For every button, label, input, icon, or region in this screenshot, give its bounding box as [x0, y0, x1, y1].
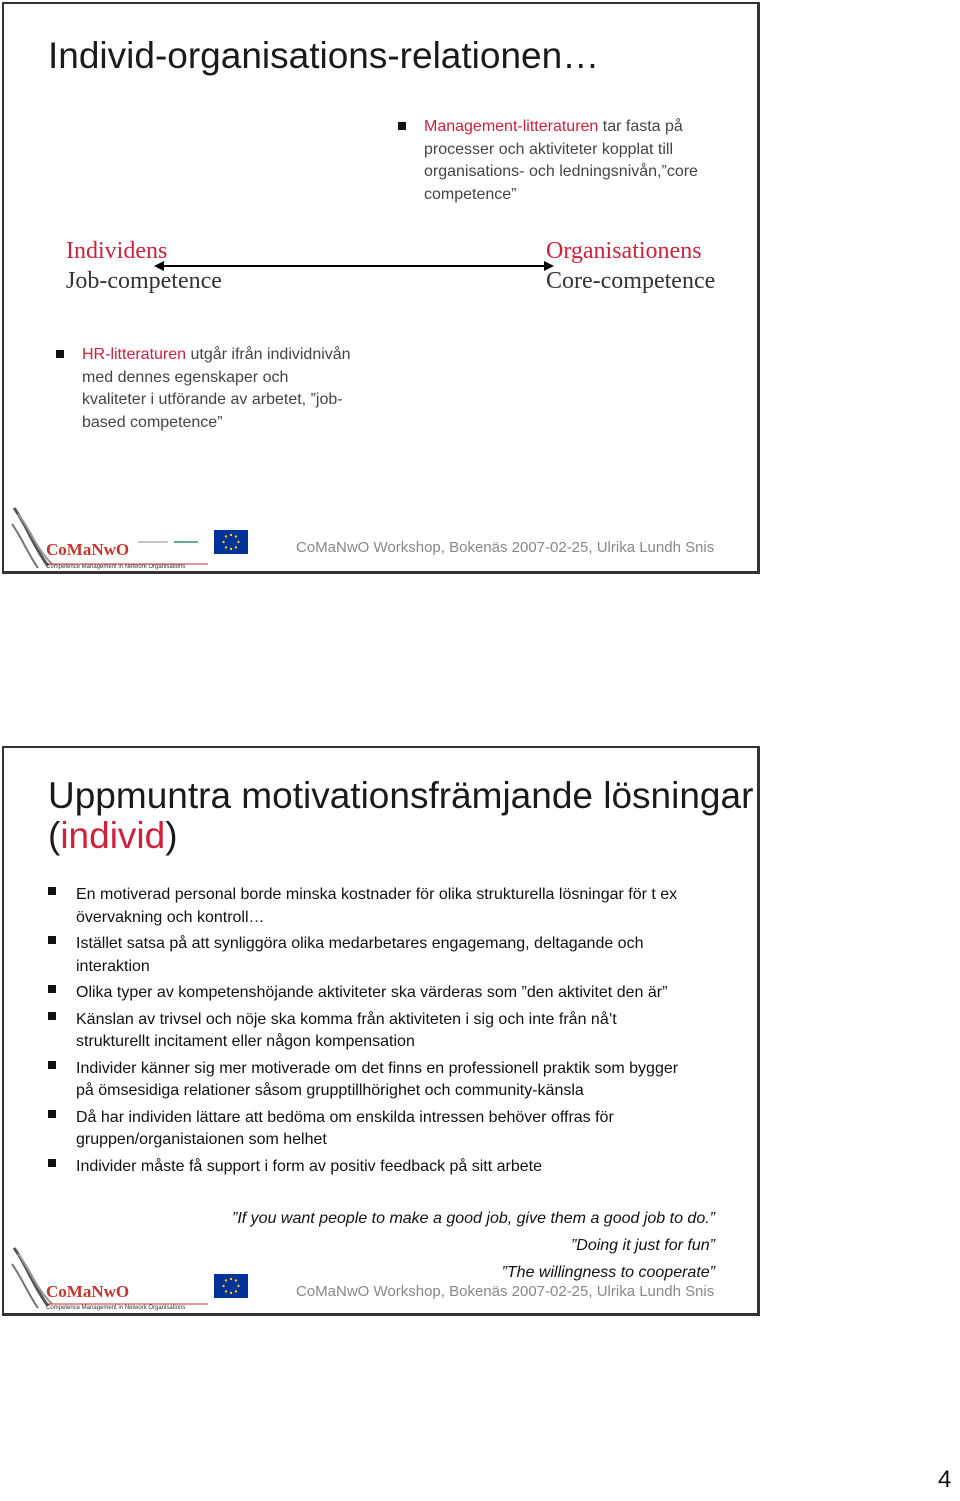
list-item-line-2: på ömsesidiga relationer såsom grupptillhörighet och community-känsla [76, 1082, 584, 1099]
slide-2-title-line-2 [48, 816, 753, 856]
title-red-word: individ [60, 815, 166, 856]
management-line-4: competence” [424, 185, 517, 203]
slide-2-footer: CoMaNwO Workshop, Bokenäs 2007-02-25, Ulrika Lundh Snis [296, 1283, 715, 1300]
bullet-square-icon [48, 985, 56, 993]
double-arrow-icon [154, 256, 554, 276]
hr-line-4: based competence” [82, 413, 223, 431]
list-item-line-2: gruppen/organistaionen som helhet [76, 1131, 327, 1148]
feather-logo-icon [8, 1244, 208, 1314]
slide-2-title [48, 776, 753, 856]
comanwo-logo [8, 1244, 208, 1314]
list-item-line-1: Istället satsa på att synliggöra olika medarbetares engagemang, deltagande och [76, 935, 644, 952]
list-item [76, 982, 726, 1005]
organisation-label-bottom: Core-competence [546, 268, 716, 294]
eu-flag-icon [214, 530, 248, 554]
logo-tagline: Competence Management in Network Organisations [46, 1305, 186, 1311]
logo-name: CoMaNwO [46, 1282, 130, 1301]
slide-2-title-line-1: Uppmuntra motivationsfrämjande lösningar [48, 775, 754, 816]
list-item-line-1: En motiverad personal borde minska kostnader för olika strukturella lösningar för t ex [76, 886, 678, 903]
list-item-line-1: Individer måste få support i form av positiv feedback på sitt arbete [76, 1157, 543, 1175]
list-item-line-2: strukturellt incitament eller någon kompensation [76, 1033, 415, 1050]
hr-line-1: utgår ifrån individnivån [186, 346, 351, 363]
hr-line-3: kvaliteter i utförande av arbetet, ”job- [82, 391, 343, 408]
list-item [76, 1156, 726, 1179]
organisation-label-top: Organisationens [546, 238, 702, 264]
title-paren-close: ) [165, 815, 178, 856]
list-item [76, 884, 726, 929]
quote-good-job: ”If you want people to make a good job, give them a good job to do.” [232, 1210, 715, 1227]
bullet-square-icon [48, 936, 56, 944]
individ-label-bottom: Job-competence [66, 268, 222, 294]
list-item-line-1: Individer känner sig mer motiverade om det finns en professionell praktik som bygger [76, 1059, 679, 1077]
title-paren-open: ( [48, 815, 61, 856]
bullet-square-icon [48, 1110, 56, 1118]
hr-line-2: med dennes egenskaper och [82, 368, 289, 386]
list-item-line-2: övervakning och kontroll… [76, 908, 265, 926]
eu-flag-icon [214, 1274, 248, 1298]
bullet-square-icon [56, 350, 64, 358]
bullet-square-icon [398, 122, 406, 130]
list-item [76, 1009, 726, 1054]
list-item-line-1: Då har individen lättare att bedöma om enskilda intressen behöver offras för [76, 1108, 614, 1126]
comanwo-logo [8, 504, 208, 574]
slide-2 [2, 746, 760, 1316]
organisation-label [546, 236, 715, 296]
page-number: 4 [938, 1466, 952, 1493]
management-bullet [424, 116, 744, 206]
motivation-bullet-list [76, 884, 726, 1182]
slide-1-title: Individ-organisations-relationen… [48, 35, 600, 76]
management-line-1: tar fasta på [598, 118, 683, 135]
slide-1-footer: CoMaNwO Workshop, Bokenäs 2007-02-25, Ulrika Lundh Snis [296, 539, 715, 556]
management-highlight: Management-litteraturen [424, 118, 599, 135]
slide-1 [2, 2, 760, 574]
bullet-square-icon [48, 1061, 56, 1069]
hr-bullet [82, 344, 382, 434]
list-item [76, 1107, 726, 1152]
bullet-square-icon [48, 1159, 56, 1167]
logo-name: CoMaNwO [46, 540, 130, 559]
logo-tagline: Competence Management in Network Organisations [46, 564, 186, 570]
management-line-2: processer och aktiviteter kopplat till [424, 140, 673, 158]
bullet-square-icon [48, 887, 56, 895]
individ-label-top: Individens [66, 238, 168, 264]
bullet-square-icon [48, 1012, 56, 1020]
list-item [76, 1058, 726, 1103]
management-line-3: organisations- och ledningsnivån,”core [424, 163, 698, 180]
list-item-line-1: Känslan av trivsel och nöje ska komma från aktiviteten i sig och inte från nå’t [76, 1010, 617, 1028]
list-item-line-2: interaktion [76, 957, 150, 975]
hr-highlight: HR-litteraturen [82, 346, 187, 363]
quote-willingness: ”The willingness to cooperate” [501, 1264, 715, 1281]
list-item-line-1: Olika typer av kompetenshöjande aktiviteter ska värderas som ”den aktivitet den är” [76, 984, 668, 1001]
list-item [76, 933, 726, 978]
quote-just-for-fun: ”Doing it just for fun” [570, 1237, 715, 1254]
